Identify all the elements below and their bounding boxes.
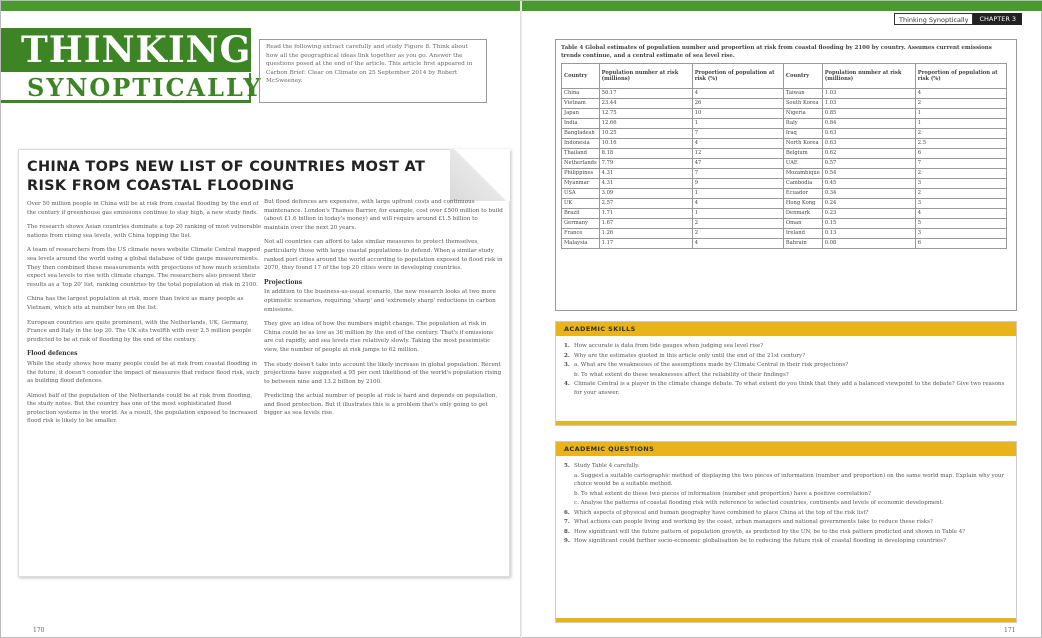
table-cell: 0.84 (822, 119, 915, 129)
question-item (564, 342, 1008, 351)
table-cell: 5 (915, 219, 1006, 229)
question-item (564, 371, 1008, 380)
table-row (562, 149, 1007, 159)
subheading: Flood defences (27, 350, 78, 358)
table-header: Population number at risk (millions) (599, 64, 692, 89)
table-cell: 1 (915, 119, 1006, 129)
table-cell: 2 (692, 229, 783, 239)
table-cell: Malaysia (562, 239, 600, 249)
table-cell: UAE (783, 159, 822, 169)
table-cell: Ireland (783, 229, 822, 239)
question-number: 3. (564, 362, 570, 368)
gutter (520, 1, 522, 638)
paragraph: Not all countries can afford to take similar measures to protect themselves, particularly those with large coastal populations to defend. When a similar study ranked port cities around the world according to population exposed to flood risk in 2070, they found 17 of the top 20 cities were in developing countries. (264, 239, 503, 272)
table-cell: 0.63 (822, 129, 915, 139)
table-cell: 4 (915, 209, 1006, 219)
question-number: 8. (564, 528, 570, 535)
paragraph: European countries are quite prominent, with the Netherlands, UK, Germany, France and Italy in the top 20. The UK sits twelfth with over 2.5 million people predicted to be at risk of flooding by the end of the century. (27, 319, 252, 343)
question-text: How significant could further socio-economic globalisation be to reducing the future risk of coastal flooding in developing countries? (574, 538, 946, 544)
table-cell: Myanmar (562, 179, 600, 189)
table-row (562, 189, 1007, 199)
table-cell: Oman (783, 219, 822, 229)
question-text: Which aspects of physical and human geography have combined to place China at the top of the risk list? (574, 509, 869, 516)
table-header: Proportion of population at risk (%) (915, 64, 1006, 89)
table-cell: 6 (915, 149, 1006, 159)
question-item (564, 380, 1008, 397)
question-item (564, 462, 1008, 471)
table-cell: 3 (915, 199, 1006, 209)
table-cell: South Korea (783, 99, 822, 109)
table-cell: 10.25 (599, 129, 692, 139)
table-cell: Vietnam (562, 99, 600, 109)
table-cell: 4 (692, 139, 783, 149)
intro-box: Read the following extract carefully and study Figure 8. Think about how all the geographical ideas link together as you go. Answer the questions posed at the end of the article. This article first appeared in Carbon Brief: Clear on Climate on 25 September 2014 by Robert McSweeney. (259, 39, 487, 103)
table-row (562, 179, 1007, 189)
paragraph: Predicting the actual number of people at risk is hard and depends on population, and flood protection. But it illustrates this is a problem that's only going to get bigger as sea levels rise. (264, 393, 498, 417)
table-cell: 7 (915, 159, 1006, 169)
question-number (564, 499, 574, 508)
page-number-left: 170 (33, 627, 45, 634)
table-row (562, 239, 1007, 249)
question-item (564, 472, 1008, 489)
table-cell: 1 (692, 189, 783, 199)
table-row (562, 119, 1007, 129)
paragraph: Almost half of the population of the Netherlands could be at risk from flooding, the study notes. But the country has one of the most sophisticated flood protection systems in the world. As a result, the population exposed to increased flood risk is likely to be smaller. (27, 392, 258, 425)
table-cell: 4.31 (599, 169, 692, 179)
table-cell: 4 (692, 239, 783, 249)
skills-list (556, 336, 1016, 404)
right-top-bar (522, 1, 1042, 11)
article-column-right (264, 198, 504, 424)
table-cell: Germany (562, 219, 600, 229)
question-number: 1. (564, 343, 570, 349)
table-cell: Ecuador (783, 189, 822, 199)
question-text: How accurate is data from tide gauges when judging sea level rise? (574, 343, 764, 349)
question-text: b. To what extent do these weaknesses affect the reliability of their findings? (574, 371, 789, 378)
table-row (562, 129, 1007, 139)
question-number: 2. (564, 352, 570, 359)
table-cell: 1.71 (599, 209, 692, 219)
table-cell: 1.17 (599, 239, 692, 249)
table-cell: 4 (692, 89, 783, 99)
table-cell: USA (562, 189, 600, 199)
table-cell: 0.57 (822, 159, 915, 169)
question-number: 9. (564, 538, 570, 544)
table-row (562, 89, 1007, 99)
table-header: Population number at risk (millions) (822, 64, 915, 89)
question-text: How significant will the future pattern of population growth, as predicted by the UN, be to the risk pattern predicted and shown in Table 4? (574, 528, 966, 535)
table-cell: 0.13 (822, 229, 915, 239)
academic-questions-box (555, 441, 1017, 623)
questions-heading: ACADEMIC QUESTIONS (556, 442, 1016, 456)
table-cell: 10.16 (599, 139, 692, 149)
table-row (562, 139, 1007, 149)
table-cell: Hong Kong (783, 199, 822, 209)
header-chapter: CHAPTER 3 (973, 13, 1022, 25)
title-main: THINKING (1, 28, 251, 72)
table-cell: 1.67 (599, 219, 692, 229)
skills-heading: ACADEMIC SKILLS (556, 322, 1016, 336)
table-cell: France (562, 229, 600, 239)
table-cell: 2 (915, 129, 1006, 139)
article-card (18, 149, 510, 577)
question-item (564, 509, 1008, 518)
question-item (564, 361, 1008, 370)
question-number: 5. (564, 463, 570, 469)
table-cell: 0.45 (822, 179, 915, 189)
question-item (564, 499, 1008, 508)
table-cell: 7 (692, 169, 783, 179)
question-item (564, 528, 1008, 537)
paragraph: They give an idea of how the numbers might change. The population at risk in China could be as low as 36 million by the end of the century. That's if emissions are cut rapidly, and sea levels rise relatively slowly. Taking the most pessimistic view, the number of people at risk jumps to 62 million. (264, 321, 494, 353)
question-item (564, 537, 1008, 546)
table-row (562, 99, 1007, 109)
table-header: Country (783, 64, 822, 89)
table-header-row (562, 64, 1007, 89)
table-row (562, 209, 1007, 219)
question-text: Why are the estimates quoted in this article only until the end of the 21st century? (574, 352, 806, 359)
table-cell: 12.75 (599, 109, 692, 119)
table-cell: 2 (915, 99, 1006, 109)
table-cell: Mozambique (783, 169, 822, 179)
table-cell: 1 (915, 109, 1006, 119)
box-footer-bar (556, 618, 1016, 622)
table-cell: Bahrain (783, 239, 822, 249)
title-sub: SYNOPTICALLY (1, 73, 251, 103)
table-cell: Philippines (562, 169, 600, 179)
table-cell: 2 (692, 219, 783, 229)
table-cell: India (562, 119, 600, 129)
table-cell: Thailand (562, 149, 600, 159)
table-cell: 6 (915, 239, 1006, 249)
table-cell: UK (562, 199, 600, 209)
question-number: 6. (564, 509, 570, 516)
risk-table (561, 63, 1007, 249)
section-title (1, 28, 263, 103)
questions-list (556, 456, 1016, 553)
table-cell: 0.54 (822, 169, 915, 179)
table-cell: 0.63 (822, 139, 915, 149)
question-number: 4. (564, 381, 570, 387)
table-cell: 0.34 (822, 189, 915, 199)
question-item (564, 518, 1008, 527)
paragraph: But flood defences are expensive, with large upfront costs and continuous maintenance. London's Thames Barrier, for example, cost over £500 million to build (about £1.6 billion in today's money) and will require around £1.5 billion to maintain over the next 20 years. (264, 199, 503, 231)
table-cell: 0.24 (822, 199, 915, 209)
table-cell: Iraq (783, 129, 822, 139)
page-number-right: 171 (1004, 627, 1016, 634)
table-header: Country (562, 64, 600, 89)
table-row (562, 219, 1007, 229)
table-cell: 3 (915, 229, 1006, 239)
table-cell: 4 (692, 199, 783, 209)
table-cell: 23.44 (599, 99, 692, 109)
question-number (564, 490, 574, 499)
article-column-left (27, 200, 262, 432)
question-text: a. What are the weaknesses of the assumptions made by Climate Central in their risk projections? (574, 362, 849, 368)
paragraph: While the study shows how many people could be at risk from coastal flooding in the future, it doesn't consider the impact of measures that reduce flood risk, such as building flood defences. (27, 360, 260, 385)
table-row (562, 169, 1007, 179)
table-box (555, 39, 1017, 311)
question-text: b. To what extent do these two pieces of information (number and proportion) have a positive correlation? (574, 490, 871, 497)
paragraph: Over 50 million people in China will be at risk from coastal flooding by the end of the century if greenhouse gas emissions continue to stay high, a new study finds. (27, 201, 259, 216)
table-cell: 4.31 (599, 179, 692, 189)
table-cell: 0.08 (822, 239, 915, 249)
table-cell: 0.23 (822, 209, 915, 219)
table-cell: 8.18 (599, 149, 692, 159)
table-cell: 2 (915, 169, 1006, 179)
table-cell: 3 (915, 179, 1006, 189)
table-cell: Netherlands (562, 159, 600, 169)
question-item (564, 352, 1008, 361)
question-text: c. Analyse the patterns of coastal flooding risk with reference to selected countries, continents and levels of economic development. (574, 500, 944, 506)
header-section: Thinking Synoptically (894, 13, 973, 25)
table-cell: 12.66 (599, 119, 692, 129)
table-cell: 1.26 (599, 229, 692, 239)
table-row (562, 109, 1007, 119)
running-header (894, 13, 1022, 25)
table-cell: Nigeria (783, 109, 822, 119)
table-cell: 12 (692, 149, 783, 159)
paragraph: The study doesn't take into account the likely increase in global population. Recent projections have suggested a 95 per cent likelihood of the world's population rising to between nine and 13.2 billion by 2100. (264, 361, 502, 385)
table-cell: Italy (783, 119, 822, 129)
box-footer-bar (556, 421, 1016, 425)
table-row (562, 159, 1007, 169)
table-cell: 1 (692, 119, 783, 129)
table-cell: 2.5 (915, 139, 1006, 149)
table-cell: 4 (915, 89, 1006, 99)
table-row (562, 229, 1007, 239)
question-text: a. Suggest a suitable cartographic method of displaying the two pieces of information (number and proportion) on the same world map. Explain why your choice would be a suitable method. (574, 472, 1005, 487)
table-cell: Indonesia (562, 139, 600, 149)
table-cell: 1 (692, 209, 783, 219)
table-cell: 0.15 (822, 219, 915, 229)
table-cell: 50.17 (599, 89, 692, 99)
table-cell: Belgium (783, 149, 822, 159)
table-cell: 26 (692, 99, 783, 109)
table-header: Proportion of population at risk (%) (692, 64, 783, 89)
table-cell: 7 (692, 129, 783, 139)
academic-skills-box (555, 321, 1017, 426)
left-top-bar (1, 1, 520, 11)
table-row (562, 199, 1007, 209)
table-cell: 9 (692, 179, 783, 189)
table-cell: China (562, 89, 600, 99)
paragraph: China has the largest population at risk, more than twice as many people as Vietnam, which sits at number two on the list. (27, 296, 244, 311)
table-cell: 1.03 (822, 89, 915, 99)
table-cell: 47 (692, 159, 783, 169)
table-cell: 2 (915, 189, 1006, 199)
table-cell: Taiwan (783, 89, 822, 99)
table-cell: 1.03 (822, 99, 915, 109)
table-cell: Bangladesh (562, 129, 600, 139)
table-cell: 2.57 (599, 199, 692, 209)
table-cell: 0.62 (822, 149, 915, 159)
paragraph: The research shows Asian countries dominate a top 20 ranking of most vulnerable nations from rising sea levels, with China topping the list. (27, 224, 262, 239)
table-cell: Japan (562, 109, 600, 119)
table-cell: 3.09 (599, 189, 692, 199)
table-cell: North Korea (783, 139, 822, 149)
table-cell: Cambodia (783, 179, 822, 189)
question-text: What actions can people living and working by the coast, urban managers and national governments take to reduce these risks? (574, 519, 933, 525)
question-text: Climate Central is a player in the climate change debate. To what extent do you think that they add a balanced viewpoint to the debate? Give two reasons for your answer. (574, 381, 1005, 396)
table-cell: Denmark (783, 209, 822, 219)
paragraph: A team of researchers from the US climate news website Climate Central mapped sea levels around the world using a global database of tide gauge measurements. They then combined these measurements with projections of how much scientists expect sea levels to rise with climate change. The researchers also present their results as a 'top 20' list, ranking countries by the total population at risk in 2100. (27, 247, 261, 288)
table-cell: 10 (692, 109, 783, 119)
table-caption: Table 4 Global estimates of population number and proportion at risk from coastal flooding by 2100 by country. Assumes current emissions trends continue, and a central estimate of sea level rise. (561, 45, 992, 59)
table-cell: Brazil (562, 209, 600, 219)
question-number (564, 472, 574, 489)
article-title: CHINA TOPS NEW LIST OF COUNTRIES MOST AT RISK FROM COASTAL FLOODING (27, 159, 426, 194)
paragraph: In addition to the business-as-usual scenario, the new research looks at two more optimistic scenarios, requiring 'sharp' and 'extremely sharp' reductions in carbon emissions. (264, 289, 496, 313)
page-fold-corner (450, 149, 510, 201)
question-number: 7. (564, 519, 570, 525)
question-item (564, 490, 1008, 499)
subheading: Projections (264, 278, 303, 286)
table-cell: 7.79 (599, 159, 692, 169)
table-cell: 0.85 (822, 109, 915, 119)
question-text: Study Table 4 carefully. (574, 463, 640, 469)
question-number (564, 371, 574, 380)
